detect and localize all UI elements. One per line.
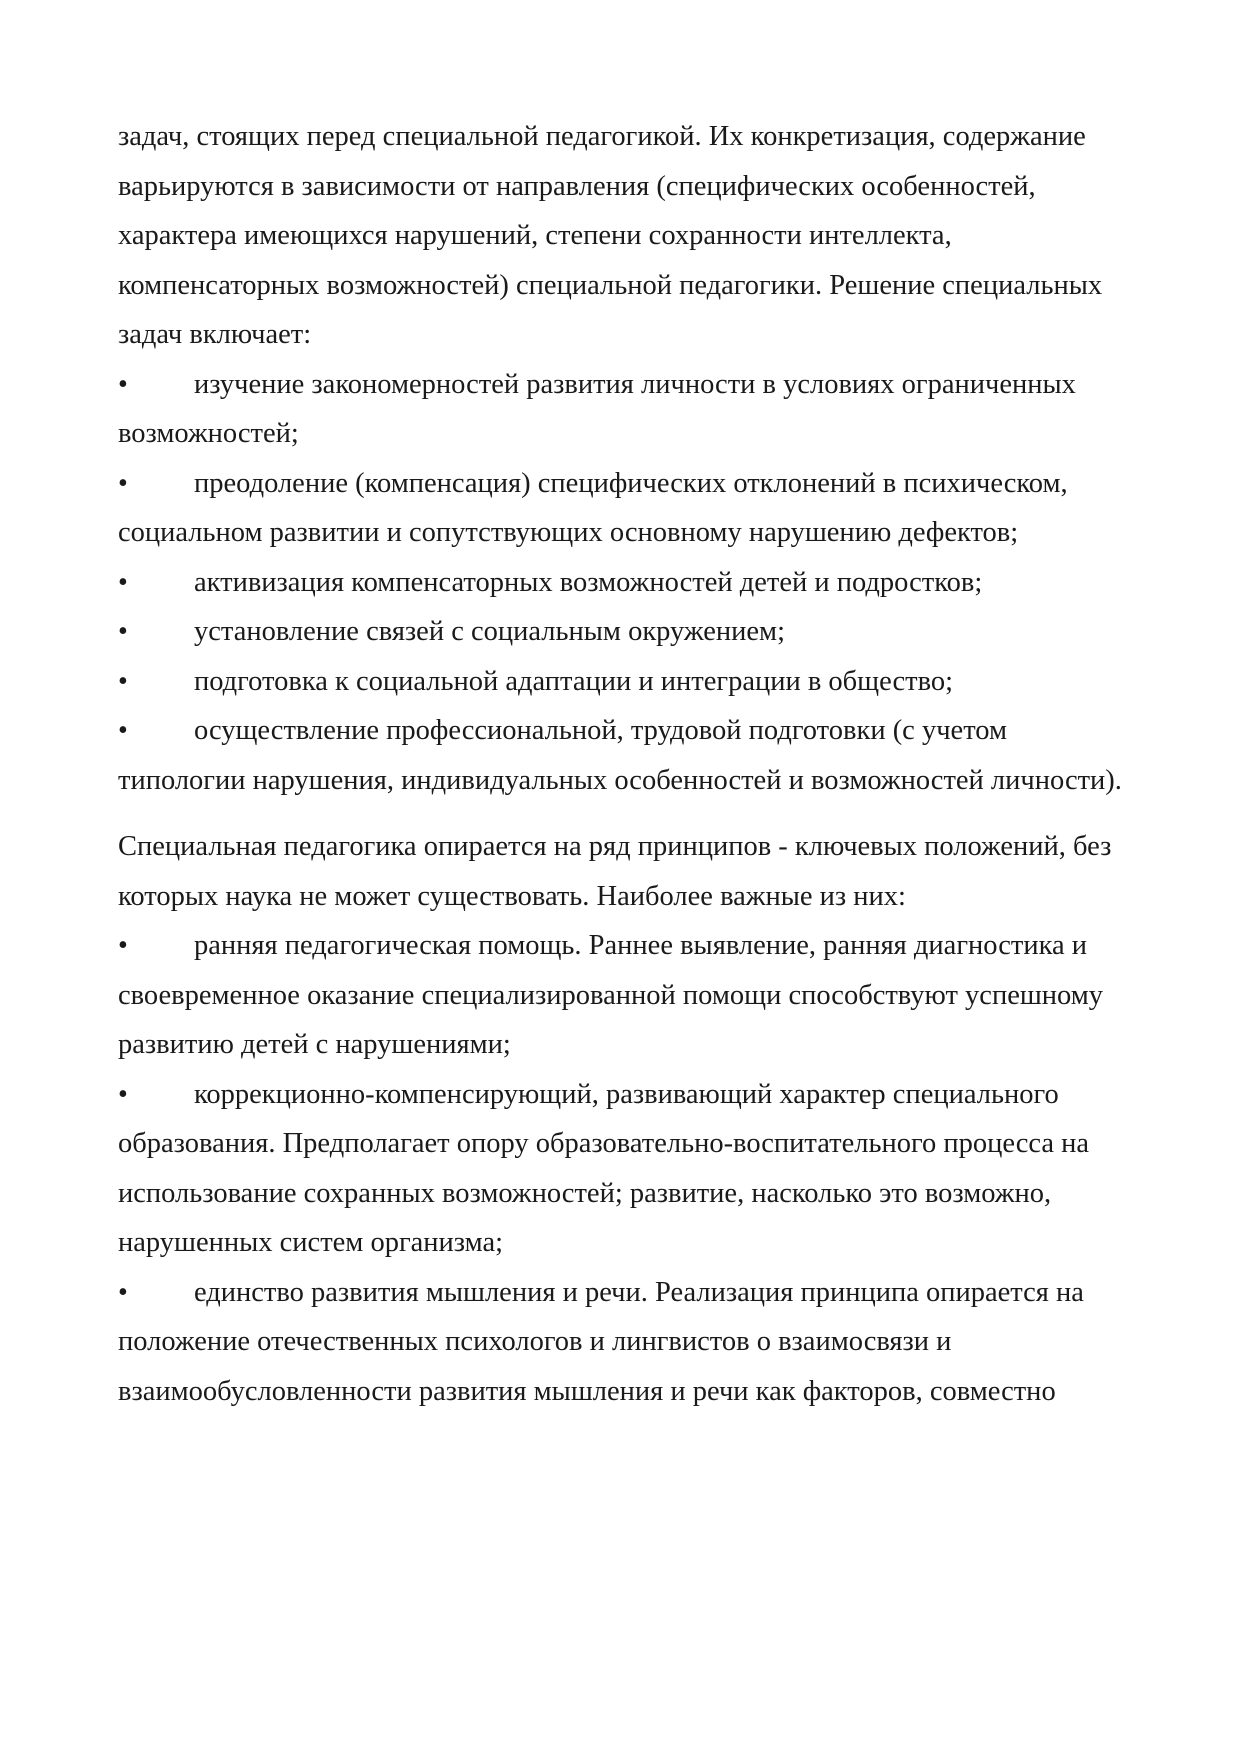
bullet-icon: •: [118, 566, 128, 598]
task-text: подготовка к социальной адаптации и интеграции в общество;: [194, 665, 954, 697]
document-body: [118, 112, 1128, 1416]
bullet-icon: •: [118, 930, 128, 961]
bullet-icon: •: [118, 467, 128, 499]
principle-item: [118, 1268, 1128, 1417]
task-item: [118, 558, 1128, 608]
principles-intro-paragraph: Специальная педагогика опирается на ряд принципов - ключевых положений, без которых наука не может существовать. Наиболее важные из них:: [118, 831, 1112, 912]
intro-paragraph: задач, стоящих перед специальной педагогикой. Их конкретизация, содержание варьируются в зависимости от направления (специфических особенностей, характера имеющихся нарушений, степени сохранности интеллекта, компенсаторных возможностей) специальной педагогики. Решение специальных задач включает:: [118, 121, 1103, 350]
task-item: [118, 459, 1128, 558]
task-item: [118, 706, 1128, 805]
bullet-icon: •: [118, 616, 128, 647]
principle-text: единство развития мышления и речи. Реализация принципа опирается на положение отечественных психологов и лингвистов о взаимосвязи и взаимообусловленности развития мышления и речи как факторов, совместно: [118, 1276, 1084, 1407]
task-text: изучение закономерностей развития личности в условиях ограниченных возможностей;: [118, 368, 1076, 449]
principle-item: [118, 1070, 1128, 1268]
bullet-icon: •: [118, 368, 128, 400]
bullet-icon: •: [118, 665, 128, 697]
principle-text: ранняя педагогическая помощь. Раннее выявление, ранняя диагностика и своевременное оказание специализированной помощи способствуют успешному развитию детей с нарушениями;: [118, 930, 1104, 1060]
bullet-icon: •: [118, 1078, 128, 1110]
task-item: [118, 657, 1128, 707]
principle-item: [118, 921, 1128, 1070]
task-text: преодоление (компенсация) специфических отклонений в психическом, социальном развитии и сопутствующих основному нарушению дефектов;: [118, 467, 1068, 548]
principle-text: коррекционно-компенсирующий, развивающий характер специального образования. Предполагает опору образовательно-воспитательного процесса на использование сохранных возможностей; развитие, насколько это возможно, нарушенных систем организма;: [118, 1078, 1090, 1258]
bullet-icon: •: [118, 715, 128, 746]
task-item: [118, 360, 1128, 459]
task-text: активизация компенсаторных возможностей детей и подростков;: [194, 566, 983, 598]
task-text: установление связей с социальным окружением;: [194, 616, 785, 647]
task-item: [118, 607, 1128, 657]
bullet-icon: •: [118, 1276, 128, 1308]
task-text: осуществление профессиональной, трудовой подготовки (с учетом типологии нарушения, индивидуальных особенностей и возможностей личности).: [118, 715, 1122, 796]
